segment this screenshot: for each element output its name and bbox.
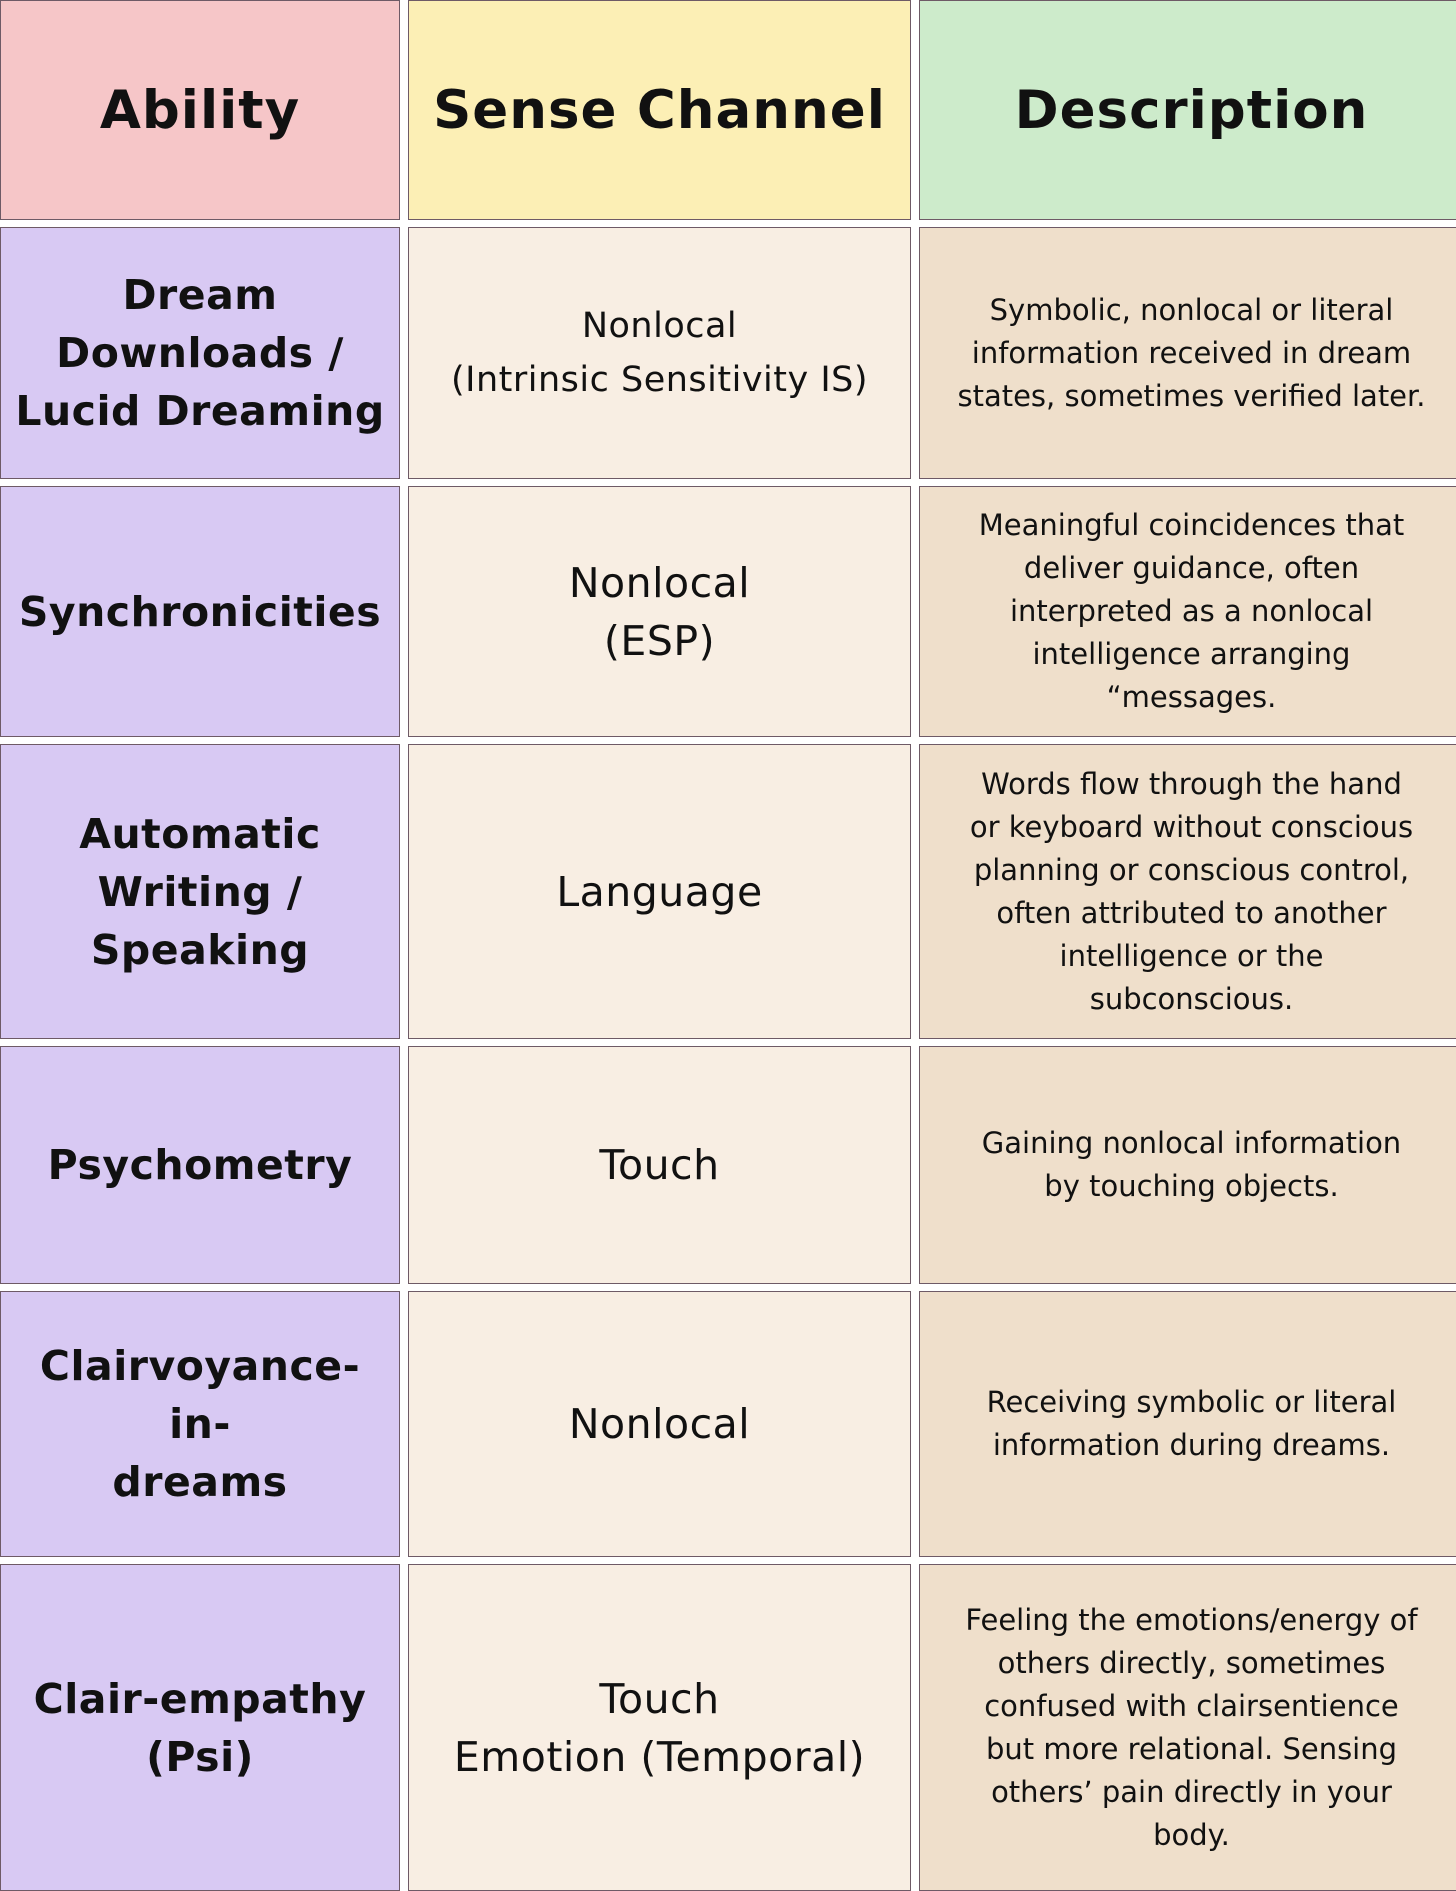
ability-label: Synchronicities <box>18 587 382 636</box>
channel-label: Touch <box>599 1141 720 1189</box>
description-cell <box>919 1564 1456 1891</box>
header-description <box>919 0 1456 220</box>
channel-label: Language <box>556 867 763 916</box>
ability-cell <box>0 486 400 737</box>
channel-label: Nonlocal (Intrinsic Sensitivity IS) <box>450 306 869 400</box>
channel-cell <box>408 744 911 1039</box>
description-text: Gaining nonlocal information by touching objects. <box>981 1126 1402 1203</box>
channel-cell <box>408 1046 911 1284</box>
ability-label: Clairvoyance-in- dreams <box>39 1342 361 1506</box>
description-cell <box>919 227 1456 479</box>
channel-label: Nonlocal (ESP) <box>568 558 751 665</box>
header-description-label: Description <box>1014 79 1369 141</box>
header-sense-channel <box>408 0 911 220</box>
description-cell <box>919 1046 1456 1284</box>
channel-label: Touch Emotion (Temporal) <box>453 1674 866 1781</box>
ability-cell <box>0 744 400 1039</box>
ability-cell <box>0 1564 400 1891</box>
description-text: Symbolic, nonlocal or literal information received in dream states, sometimes verified later. <box>957 292 1426 413</box>
channel-cell <box>408 1291 911 1557</box>
ability-label: Psychometry <box>47 1141 353 1189</box>
description-text: Words flow through the hand or keyboard without conscious planning or conscious control, often attributed to another intelligence or the subconscious. <box>969 766 1414 1016</box>
ability-label: Dream Downloads / Lucid Dreaming <box>15 271 385 435</box>
ability-label: Automatic Writing / Speaking <box>79 809 321 974</box>
header-sense-channel-label: Sense Channel <box>433 79 886 141</box>
ability-label: Clair-empathy (Psi) <box>33 1674 367 1781</box>
ability-cell <box>0 1046 400 1284</box>
channel-cell <box>408 1564 911 1891</box>
ability-cell <box>0 1291 400 1557</box>
header-ability-label: Ability <box>99 79 301 141</box>
channel-cell <box>408 486 911 737</box>
description-text: Receiving symbolic or literal information during dreams. <box>986 1385 1397 1462</box>
ability-cell <box>0 227 400 479</box>
description-cell <box>919 486 1456 737</box>
channel-cell <box>408 227 911 479</box>
description-cell <box>919 744 1456 1039</box>
description-text: Feeling the emotions/energy of others directly, sometimes confused with clairsentience but more relational. Sensing others’ pain directly in your body. <box>965 1602 1418 1852</box>
description-text: Meaningful coincidences that deliver guidance, often interpreted as a nonlocal intelligence arranging “messages. <box>978 508 1405 714</box>
channel-label: Nonlocal <box>568 1400 751 1448</box>
description-cell <box>919 1291 1456 1557</box>
header-ability <box>0 0 400 220</box>
